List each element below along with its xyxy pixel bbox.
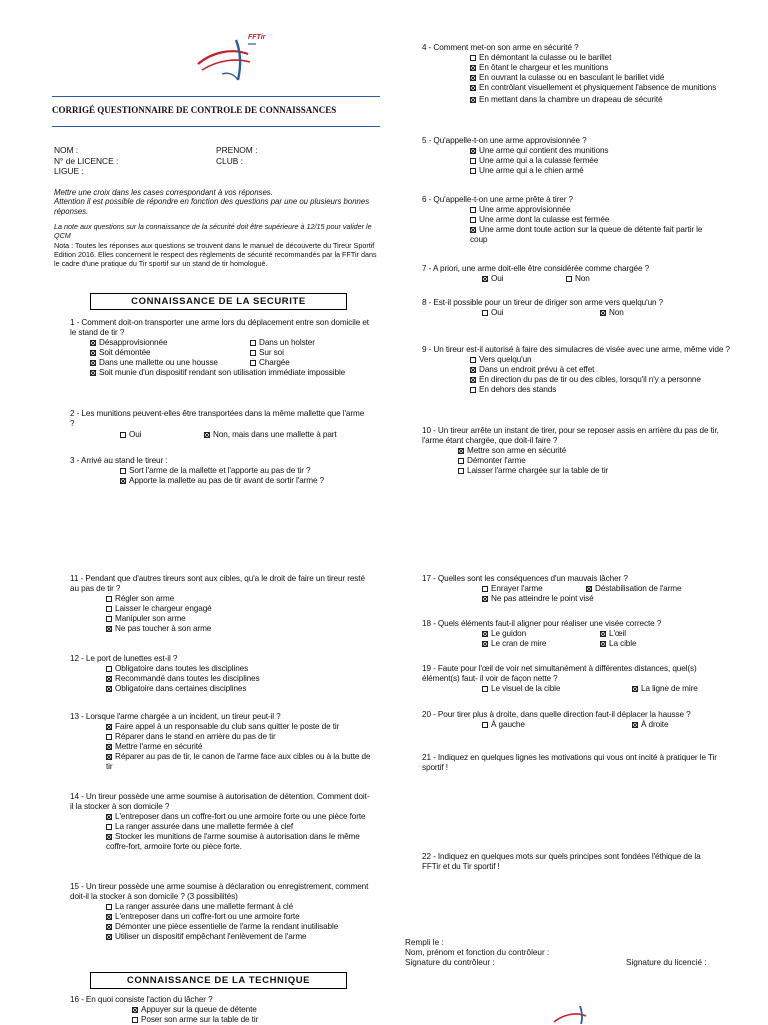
option-label: Poser son arme sur la table de tir [141,1015,259,1024]
option-label: Réparer au pas de tir, le canon de l'arme face aux cibles ou à la butte de tir [106,752,371,771]
option-label: Laisser le chargeur engagé [115,604,212,613]
question-16 [70,995,370,1025]
question-12-text: 12 - Le port de lunettes est-il ? [70,654,178,663]
option-label: Chargée [259,358,290,367]
checkbox[interactable] [482,596,488,602]
logo-text: FFTir [248,34,266,41]
question-20 [422,710,722,732]
checkbox[interactable] [482,310,488,316]
checkbox[interactable] [470,227,476,233]
checkbox[interactable] [458,448,464,454]
question-3-text: 3 - Arrivé au stand le tireur : [70,456,168,465]
checkbox[interactable] [120,468,126,474]
option-label: La ligne de mire [641,684,698,693]
question-17-text: 17 - Quelles sont les conséquences d'un mauvais lâcher ? [422,574,628,583]
checkbox[interactable] [470,377,476,383]
checkbox[interactable] [566,276,572,282]
option-label: Soit démontée [99,348,151,357]
option-label: En ôtant le chargeur et les munitions [479,63,609,72]
checkbox[interactable] [106,596,112,602]
question-13 [70,712,380,772]
checkbox[interactable] [470,55,476,61]
option-label: Ne pas atteindre le point visé [491,594,594,603]
signature-licencie-label: Signature du licencié : [626,958,707,967]
question-13-text: 13 - Lorsque l'arme chargée a un incident, un tireur peut-il ? [70,712,281,721]
checkbox[interactable] [250,350,256,356]
section-technique: CONNAISSANCE DE LA TECHNIQUE [90,972,347,989]
option-label: Le visuel de la cible [491,684,561,693]
checkbox[interactable] [106,924,112,930]
rempli-label: Rempli le : [405,938,444,947]
question-4 [422,43,742,105]
checkbox[interactable] [600,631,606,637]
question-6-text: 6 - Qu'appelle-t-on une arme prête à tirer ? [422,195,573,204]
checkbox[interactable] [470,158,476,164]
option-label: Laisser l'arme chargée sur la table de tir [467,466,609,475]
page-title: CORRIGÉ QUESTIONNAIRE DE CONTROLE DE CONNAISSANCES [52,105,337,115]
checkbox[interactable] [250,340,256,346]
checkbox[interactable] [90,340,96,346]
checkbox[interactable] [482,722,488,728]
checkbox[interactable] [470,75,476,81]
option-label: Vers quelqu'un [479,355,532,364]
question-19 [422,664,732,696]
title-rule-top [52,96,380,97]
option-label: L'entreposer dans un coffre-fort ou une armoire forte ou une pièce forte [115,812,366,821]
option-label: Manipuler son arme [115,614,186,623]
question-18-text: 18 - Quels éléments faut-il aligner pour réaliser une visée correcte ? [422,619,662,628]
option-label: Non [609,308,624,317]
option-label: Oui [491,274,504,283]
question-14 [70,792,370,852]
checkbox[interactable] [482,586,488,592]
option-label: Une arme qui a la culasse fermée [479,156,599,165]
checkbox[interactable] [106,616,112,622]
checkbox[interactable] [120,432,126,438]
controleur-label: Nom, prénom et fonction du contrôleur : [405,948,550,957]
option-label: Oui [491,308,504,317]
instruction-1: Mettre une croix dans les cases correspondant à vos réponses. [54,188,273,197]
option-label: Une arme dont toute action sur la queue de détente fait partir le coup [470,225,703,244]
instructions [54,188,380,216]
option-label: Désapprovisionnée [99,338,168,347]
question-2-text: 2 - Les munitions peuvent-elles être transportées dans la même mallette que l'arme ? [70,409,365,428]
checkbox[interactable] [120,478,126,484]
fftir-logo-bottom [552,1006,602,1024]
section-securite: CONNAISSANCE DE LA SECURITE [90,293,347,310]
option-label: Appuyer sur la queue de détente [141,1005,257,1014]
checkbox[interactable] [632,722,638,728]
option-label: En dehors des stands [479,385,557,394]
checkbox[interactable] [106,666,112,672]
option-label: En ouvrant la culasse ou en basculant le barillet vidé [479,73,665,82]
question-7-text: 7 - A priori, une arme doit-elle être considérée comme chargée ? [422,264,650,273]
licence-label: N° de LICENCE : [54,155,119,166]
checkbox[interactable] [106,934,112,940]
question-1-text: 1 - Comment doit-on transporter une arme lors du déplacement entre son domicile et le stand de tir ? [70,318,369,337]
checkbox[interactable] [106,606,112,612]
question-22 [422,852,712,872]
question-9 [422,345,742,395]
checkbox[interactable] [132,1017,138,1023]
question-1 [70,318,370,392]
question-10-text: 10 - Un tireur arrête un instant de tirer, pour se reposer assis en arrière du pas de tir, l'arme étant chargée, que doit-il faire ? [422,426,719,445]
prenom-label: PRENOM : [216,145,258,155]
question-20-text: 20 - Pour tirer plus à droite, dans quelle direction faut-il déplacer la hausse ? [422,710,691,719]
question-19-text: 19 - Faute pour l'œil de voir net simultanément à différentes distances, quel(s) élément(s) faut- il voir de façon nette ? [422,664,697,683]
option-label: Une arme qui contient des munitions [479,146,609,155]
checkbox[interactable] [470,65,476,71]
checkbox[interactable] [482,686,488,692]
option-label: Non, mais dans une mallette à part [213,430,337,439]
signature-controleur-label: Signature du contrôleur : [405,958,495,967]
question-3 [70,456,380,486]
checkbox[interactable] [482,641,488,647]
option-label: Dans une mallette ou une housse [99,358,218,367]
checkbox[interactable] [106,744,112,750]
question-14-text: 14 - Un tireur possède une arme soumise à autorisation de détention. Comment doit-il la stocker à son domicile ? [70,792,370,811]
checkbox[interactable] [470,168,476,174]
option-label: La cible [609,639,637,648]
question-8-text: 8 - Est-il possible pour un tireur de diriger son arme vers quelqu'un ? [422,298,664,307]
checkbox[interactable] [458,458,464,464]
question-11-text: 11 - Pendant que d'autres tireurs sont aux cibles, qu'a le droit de faire un tireur resté au pas de tir ? [70,574,365,593]
option-label: Le guidon [491,629,527,638]
nota: Nota : Toutes les réponses aux questions se trouvent dans le manuel de découverte du Tireur Sportif Edition 2016. Elles concernent le respect des règlements de sécurité recommandés par la FFTir dans le cadre d'une pratique du Tir sportif sur un stand de tir homologué. [54,241,377,268]
checkbox[interactable] [470,207,476,213]
option-label: La ranger assurée dans une mallette fermée à clef [115,822,294,831]
checkbox[interactable] [470,97,476,103]
checkbox[interactable] [106,824,112,830]
option-label: Stocker les munitions de l'arme soumise à autorisation dans le même coffre-fort, armoire forte ou pièce forte. [106,832,360,851]
identity-block [54,145,118,177]
checkbox[interactable] [458,468,464,474]
checkbox[interactable] [106,724,112,730]
option-label: Soit munie d'un dispositif rendant son utilisation immédiate impossible [99,368,346,377]
option-label: La ranger assurée dans une mallette fermant à clé [115,902,294,911]
instruction-2: Attention il est possible de répondre en fonction des questions par une ou plusieurs bonnes réponses. [54,197,370,216]
ligue-label: LIGUE : [54,166,84,176]
question-5 [422,136,742,176]
question-4-text: 4 - Comment met-on son arme en sécurité ? [422,43,579,52]
option-label: Une arme approvisionnée [479,205,571,214]
option-label: À gauche [491,720,525,729]
checkbox[interactable] [106,834,112,840]
checkbox[interactable] [470,148,476,154]
option-label: Mettre l'arme en sécurité [115,742,203,751]
question-11 [70,574,370,634]
question-10 [422,426,722,476]
checkbox[interactable] [482,631,488,637]
option-label: Régler son arme [115,594,175,603]
question-6 [422,195,742,245]
checkbox[interactable] [470,217,476,223]
checkbox[interactable] [470,367,476,373]
option-label: Démonter une pièce essentielle de l'arme la rendant inutilisable [115,922,339,931]
club-label: CLUB : [216,155,243,166]
question-22-text: 22 - Indiquez en quelques mots sur quels principes sont fondées l'éthique de la FFTir et du Tir sportif ! [422,852,701,871]
question-17 [422,574,742,606]
option-label: Non [575,274,590,283]
option-label: Une arme qui a le chien armé [479,166,584,175]
checkbox[interactable] [470,85,476,91]
checkbox[interactable] [90,360,96,366]
signature-block [405,938,549,968]
option-label: Ne pas toucher à son arme [115,624,212,633]
checkbox[interactable] [600,310,606,316]
option-label: En direction du pas de tir ou des cibles, lorsqu'il n'y a personne [479,375,701,384]
option-label: Sort l'arme de la mallette et l'apporte au pas de tir ? [129,466,311,475]
question-21-text: 21 - Indiquez en quelques lignes les motivations qui vous ont incité à pratiquer le Tir sportif ! [422,753,717,772]
checkbox[interactable] [106,676,112,682]
checkbox[interactable] [632,686,638,692]
option-label: En mettant dans la chambre un drapeau de sécurité [479,95,663,104]
option-label: Oui [129,430,142,439]
checkbox[interactable] [106,734,112,740]
checkbox[interactable] [90,370,96,376]
checkbox[interactable] [470,357,476,363]
question-8 [422,298,702,320]
option-label: Une arme dont la culasse est fermée [479,215,610,224]
option-label: Faire appel à un responsable du club sans quitter le poste de tir [115,722,340,731]
checkbox[interactable] [204,432,210,438]
checkbox[interactable] [106,626,112,632]
option-label: Démonter l'arme [467,456,526,465]
fftir-logo [192,34,272,90]
question-16-text: 16 - En quoi consiste l'action du lâcher ? [70,995,213,1004]
question-2 [70,409,370,441]
question-15-text: 15 - Un tireur possède une arme soumise à déclaration ou enregistrement, comment doit-il la stocker à son domicile ? (3 possibilités) [70,882,369,901]
checkbox[interactable] [106,814,112,820]
nom-label: NOM : [54,145,79,155]
option-label: Mettre son arme en sécurité [467,446,567,455]
option-label: Recommandé dans toutes les disciplines [115,674,260,683]
option-label: Apporte la mallette au pas de tir avant de sortir l'arme ? [129,476,325,485]
question-7 [422,264,752,286]
checkbox[interactable] [90,350,96,356]
question-15 [70,882,370,942]
option-label: En contrôlant visuellement et physiquement l'absence de munitions [479,83,717,92]
checkbox[interactable] [106,686,112,692]
checkbox[interactable] [106,914,112,920]
option-label: Le cran de mire [491,639,547,648]
identity-block-right [216,145,257,166]
question-18 [422,619,742,651]
checkbox[interactable] [132,1007,138,1013]
option-label: Déstabilisation de l'arme [595,584,682,593]
option-label: L'œil [609,629,626,638]
option-label: L'entreposer dans un coffre-fort ou une armoire forte [115,912,300,921]
checkbox[interactable] [600,641,606,647]
option-label: Dans un holster [259,338,315,347]
checkbox[interactable] [250,360,256,366]
instruction-3: La note aux questions sur la connaissance de la sécurité doit être supérieure à 12/15 pour valider le QCM [54,222,372,240]
option-label: Enrayer l'arme [491,584,543,593]
question-5-text: 5 - Qu'appelle-t-on une arme approvisionnée ? [422,136,587,145]
option-label: Dans un endroit prévu à cet effet [479,365,595,374]
option-label: En démontant la culasse ou le barillet [479,53,612,62]
checkbox[interactable] [586,586,592,592]
question-12 [70,654,370,694]
option-label: Sur soi [259,348,284,357]
option-label: Réparer dans le stand en arrière du pas de tir [115,732,276,741]
checkbox[interactable] [106,904,112,910]
checkbox[interactable] [106,754,112,760]
option-label: À droite [641,720,669,729]
question-9-text: 9 - Un tireur est-il autorisé à faire des simulacres de visée avec une arme, même vide ? [422,345,730,354]
checkbox[interactable] [470,387,476,393]
option-label: Obligatoire dans toutes les disciplines [115,664,249,673]
option-label: Obligatoire dans certaines disciplines [115,684,247,693]
option-label: Utiliser un dispositif empêchant l'enlèvement de l'arme [115,932,307,941]
question-21 [422,753,732,773]
checkbox[interactable] [482,276,488,282]
title-rule-bottom [52,126,380,127]
